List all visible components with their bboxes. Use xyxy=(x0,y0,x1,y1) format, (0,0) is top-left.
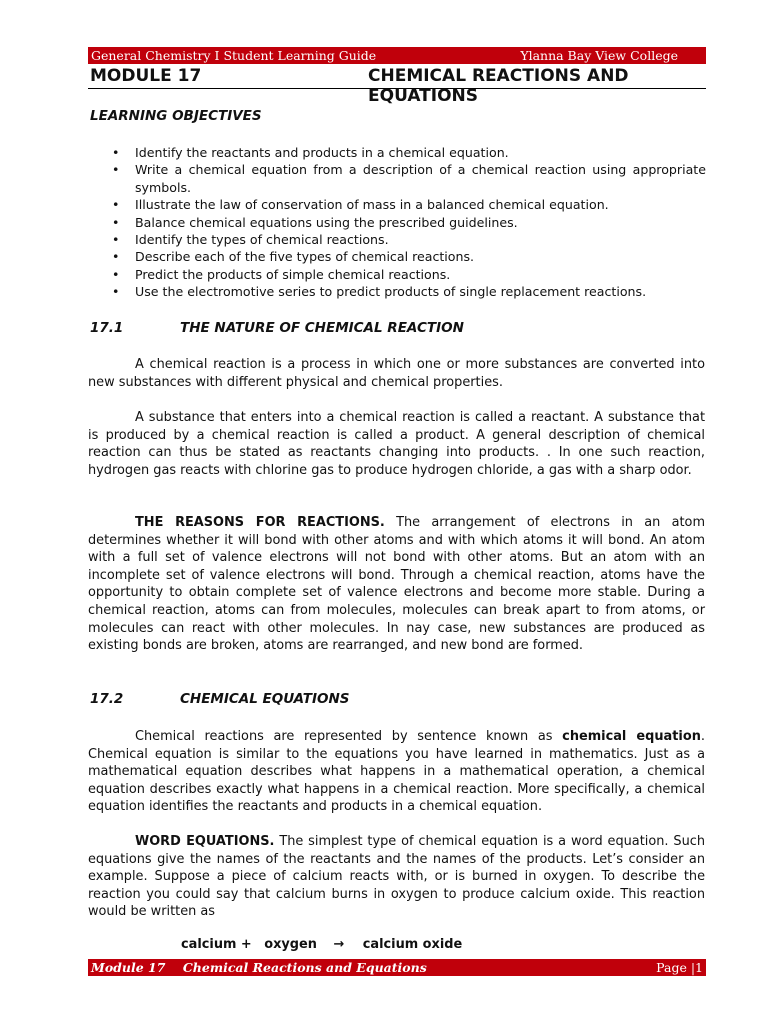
bullet-icon: • xyxy=(112,284,120,300)
bullet-icon: • xyxy=(112,249,120,265)
objectives-heading: LEARNING OBJECTIVES xyxy=(90,108,262,124)
header-school-name: Ylanna Bay View College xyxy=(520,48,678,63)
equation-reactant: oxygen xyxy=(264,937,317,952)
list-item: • Describe each of the five types of chemical reactions. xyxy=(112,249,475,265)
paragraph: THE REASONS FOR REACTIONS. The arrangement of electrons in an atom determines whether it will bond with other atoms and with which atoms it will bond. An atom with a full set of valence electrons will not bond with other atoms. But an atom with an incomplete set of valence electrons will bond. Through a chemical reaction, atoms have the opportunity to obtain complete set of valence electrons and become more stable. During a chemical reaction, atoms can from molecules, molecules can break apart to from atoms, or molecules can react with other molecules. In nay case, new substances are produced as existing bonds are broken, atoms are rearranged, and new bond are formed. xyxy=(88,515,706,654)
paragraph: WORD EQUATIONS. The simplest type of chemical equation is a word equation. Such equations give the names of the reactants and the names of the products. Let’s consider an example. Suppose a piece of calcium reacts with, or is burned in oxygen. To describe the reaction you could say that calcium burns in oxygen to produce calcium oxide. This reaction would be written as xyxy=(88,834,705,920)
equation-reactant: calcium + xyxy=(181,937,252,952)
bullet-icon: • xyxy=(112,232,120,248)
paragraph: A substance that enters into a chemical reaction is called a reactant. A substance that is produced by a chemical reaction is called a product. A general description of chemical reaction can thus be stated as reactants changing into products. . In one such reaction, hydrogen gas reacts with chlorine gas to produce hydrogen chloride, a gas with a sharp odor. xyxy=(88,410,705,478)
footer-module-title: Module 17 Chemical Reactions and Equations xyxy=(91,960,427,975)
list-item: • Use the electromotive series to predict products of single replacement reactions. xyxy=(112,284,647,300)
bullet-icon: • xyxy=(112,197,120,213)
bullet-icon: • xyxy=(112,214,120,230)
bullet-icon: • xyxy=(112,266,120,282)
module-number: MODULE 17 xyxy=(90,66,202,86)
list-item: • Balance chemical equations using the prescribed guidelines. xyxy=(112,214,518,230)
footer-bar xyxy=(88,959,706,976)
list-item: • Identify the types of chemical reactions. xyxy=(112,232,389,248)
module-title: CHEMICAL REACTIONS AND EQUATIONS xyxy=(368,66,629,106)
section-title: THE NATURE OF CHEMICAL REACTION xyxy=(180,320,464,336)
paragraph: Chemical reactions are represented by sentence known as chemical equation. Chemical equation is similar to the equations you have learned in mathematics. Just as a mathematical equation describes what happens in a mathematical operation, a chemical equation describes exactly what happens in a chemical reaction. More specifically, a chemical equation identifies the reactants and products in a chemical equation. xyxy=(88,729,705,815)
list-item: • Predict the products of simple chemical reactions. xyxy=(112,266,451,282)
header-bar xyxy=(88,47,706,64)
section-number: 17.1 xyxy=(90,320,124,336)
list-item: • Write a chemical equation from a description of a chemical reaction using appropriate symbols. xyxy=(112,162,706,195)
section-number: 17.2 xyxy=(90,691,124,707)
bullet-icon: • xyxy=(112,145,120,160)
list-item: • Identify the reactants and products in a chemical equation. xyxy=(112,145,509,160)
section-title: CHEMICAL EQUATIONS xyxy=(180,691,350,707)
paragraph-lead: WORD EQUATIONS. xyxy=(135,834,275,849)
page-number: Page |1 xyxy=(656,960,703,975)
term-chemical-equation: chemical equation xyxy=(562,729,701,744)
paragraph: A chemical reaction is a process in which one or more substances are converted into new substances with different physical and chemical properties. xyxy=(88,357,705,390)
word-equation xyxy=(181,937,470,952)
arrow-icon: → xyxy=(333,937,345,952)
paragraph-lead: THE REASONS FOR REACTIONS. xyxy=(135,515,385,530)
bullet-icon: • xyxy=(112,162,120,178)
equation-product: calcium oxide xyxy=(362,937,463,952)
header-course-title: General Chemistry I Student Learning Guide xyxy=(91,48,377,63)
objectives-list xyxy=(112,144,706,301)
list-item: • Illustrate the law of conservation of mass in a balanced chemical equation. xyxy=(112,197,609,213)
module-title-line xyxy=(88,66,706,106)
